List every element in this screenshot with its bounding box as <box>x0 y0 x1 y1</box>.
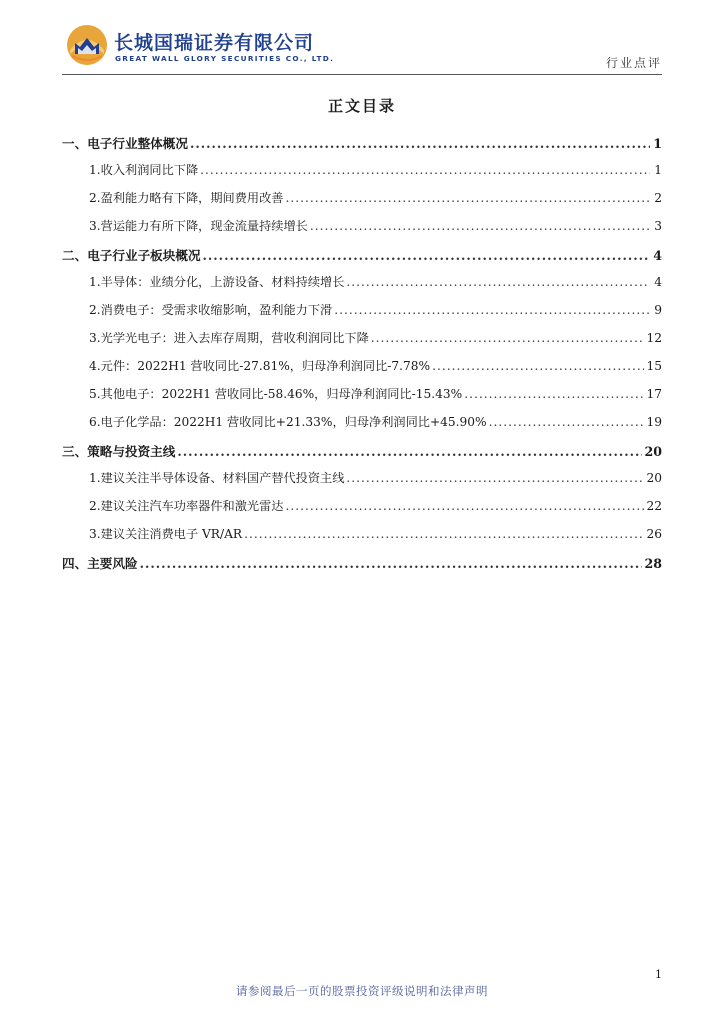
toc-leader-dots <box>432 359 644 373</box>
header-divider <box>62 74 662 75</box>
toc-entry-page: 4 <box>654 275 662 289</box>
toc-entry[interactable] <box>62 329 662 357</box>
toc-entry[interactable] <box>62 161 662 189</box>
toc-entry-label: 6.电子化学品：2022H1 营收同比+21.33%，归母净利润同比+45.90% <box>89 415 487 429</box>
toc-entry[interactable] <box>62 189 662 217</box>
toc-entry-label: 4.元件：2022H1 营收同比-27.81%，归母净利润同比-7.78% <box>89 359 431 373</box>
report-type-label: 行业点评 <box>605 56 662 70</box>
toc-entry[interactable] <box>62 301 662 329</box>
toc-leader-dots <box>190 136 650 151</box>
toc-entry-page: 3 <box>654 219 662 233</box>
toc-entry-page: 1 <box>654 163 662 177</box>
toc-entry[interactable] <box>62 441 662 469</box>
toc-entry-page: 26 <box>646 527 662 541</box>
toc-entry-label: 四、主要风险 <box>62 556 138 571</box>
toc-entry-page: 22 <box>646 499 662 513</box>
company-name-cn: 长城国瑞证券有限公司 <box>114 32 315 54</box>
toc-leader-dots <box>489 415 645 429</box>
toc-entry[interactable] <box>62 497 662 525</box>
page-number: 1 <box>655 968 662 981</box>
toc-leader-dots <box>244 527 644 541</box>
legal-footer[interactable]: 请参阅最后一页的股票投资评级说明和法律声明 <box>236 984 488 998</box>
toc-entry-label: 3.光学光电子：进入去库存周期，营收利润同比下降 <box>89 331 369 345</box>
toc-entry-label: 三、策略与投资主线 <box>62 444 176 459</box>
toc-entry[interactable] <box>62 525 662 553</box>
toc-leader-dots <box>346 471 644 485</box>
toc-leader-dots <box>464 387 644 401</box>
toc-entry[interactable] <box>62 245 662 273</box>
toc-leader-dots <box>310 219 650 233</box>
toc-entry-label: 2.消费电子：受需求收缩影响，盈利能力下滑 <box>89 303 333 317</box>
toc-entry-label: 1.半导体：业绩分化，上游设备、材料持续增长 <box>89 275 345 289</box>
toc-entry-label: 3.营运能力有所下降，现金流量持续增长 <box>89 219 308 233</box>
toc-entry[interactable] <box>62 385 662 413</box>
toc-entry-label: 3.建议关注消费电子 VR/AR <box>89 527 243 541</box>
toc-entry-page: 4 <box>653 248 662 263</box>
toc-entry-page: 15 <box>646 359 662 373</box>
toc-entry-page: 12 <box>646 331 662 345</box>
toc-entry-page: 9 <box>654 303 662 317</box>
toc-leader-dots <box>371 331 645 345</box>
toc-leader-dots <box>203 248 650 263</box>
toc-leader-dots <box>346 275 650 289</box>
toc-entry-label: 2.盈利能力略有下降，期间费用改善 <box>89 191 284 205</box>
toc-entry-page: 2 <box>654 191 662 205</box>
toc-entry-label: 1.收入利润同比下降 <box>89 163 199 177</box>
toc-entry[interactable] <box>62 413 662 441</box>
toc-entry-label: 二、电子行业子板块概况 <box>62 248 201 263</box>
toc-leader-dots <box>285 499 644 513</box>
great-wall-logo-icon <box>66 24 108 66</box>
toc-entry-label: 1.建议关注半导体设备、材料国产替代投资主线 <box>89 471 345 485</box>
toc-leader-dots <box>140 556 643 571</box>
toc-entry-label: 一、电子行业整体概况 <box>62 136 188 151</box>
toc-entry-page: 1 <box>653 136 662 151</box>
table-of-contents <box>62 133 662 581</box>
toc-entry[interactable] <box>62 553 662 581</box>
toc-entry-page: 20 <box>646 471 662 485</box>
page-header <box>62 22 662 74</box>
toc-entry-label: 2.建议关注汽车功率器件和激光雷达 <box>89 499 284 513</box>
company-name-en: GREAT WALL GLORY SECURITIES CO., LTD. <box>115 54 335 63</box>
toc-leader-dots <box>334 303 650 317</box>
toc-leader-dots <box>200 163 650 177</box>
toc-entry-page: 19 <box>646 415 662 429</box>
toc-entry[interactable] <box>62 217 662 245</box>
toc-entry-page: 17 <box>646 387 662 401</box>
toc-entry[interactable] <box>62 133 662 161</box>
toc-entry[interactable] <box>62 273 662 301</box>
toc-entry[interactable] <box>62 357 662 385</box>
toc-leader-dots <box>285 191 650 205</box>
toc-leader-dots <box>177 444 642 459</box>
toc-title: 正文目录 <box>327 97 396 115</box>
toc-entry-label: 5.其他电子：2022H1 营收同比-58.46%，归母净利润同比-15.43% <box>89 387 463 401</box>
toc-entry-page: 28 <box>644 556 662 571</box>
toc-entry[interactable] <box>62 469 662 497</box>
toc-entry-page: 20 <box>644 444 662 459</box>
